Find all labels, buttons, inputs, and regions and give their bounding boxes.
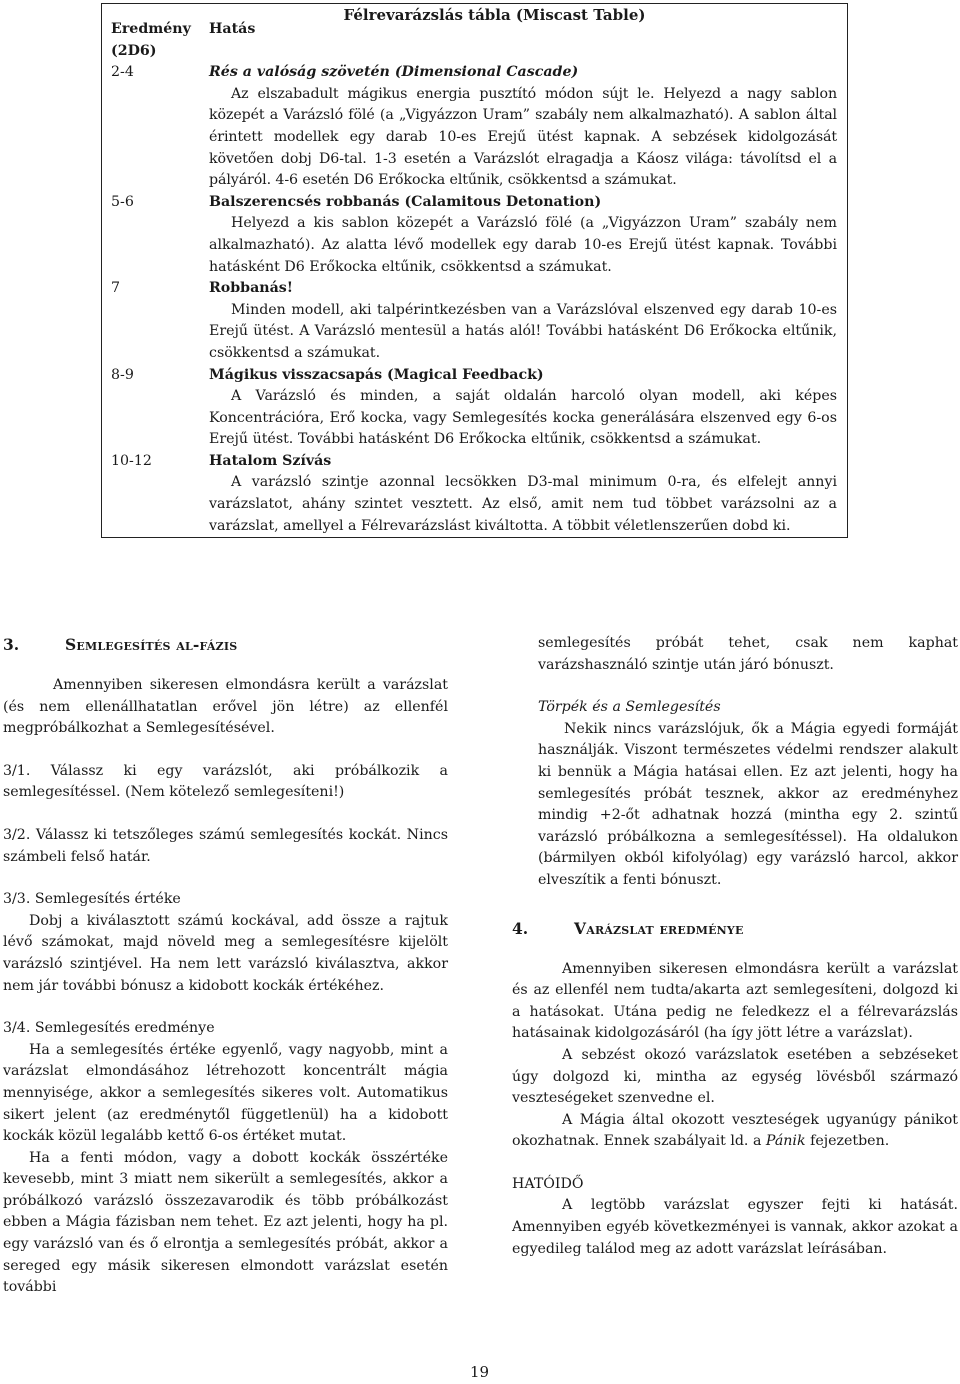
step-3-3-body: Dobj a kiválasztott számú kockával, add össze a rajtuk lévő számokat, majd növeld meg a semlegesítésre kijelölt varázsló szintjével. Ha nem lett varázsló kiválasztva, akkor nem jár további bónusz a kidobott kockák értékéhez. [3, 912, 448, 994]
table-row [102, 365, 847, 451]
row-roll: 7 [111, 280, 121, 297]
header-result: Eredmény (2D6) [111, 21, 191, 59]
continuation-paragraph: semlegesítés próbát tehet, csak nem kaphat varázshasználó szintje után járó bónuszt. [538, 635, 958, 673]
row-title: Hatalom Szívás [209, 452, 332, 469]
row-body: Helyezd a kis sablon közepét a Varázsló fölé (a „Vigyázzon Uram” szabály nem alkalmazható). Az alatta lévő modellek egy darab 10-es Erejű ütést kapnak. További hatásként D6 Erőkocka eltűnik, csökkentsd a számukat. [209, 215, 837, 275]
section-number: 3. [3, 635, 20, 654]
duration-title: HATÓIDŐ [512, 1175, 584, 1192]
step-3-1: 3/1. Válassz ki egy varázslót, aki próbálkozik a semlegesítéssel. (Nem kötelező semlegesíteni!) [3, 762, 448, 801]
section-heading-3 [3, 633, 448, 657]
row-title: Robbanás! [209, 280, 294, 297]
section-number: 4. [512, 918, 529, 938]
section-title: Varázslat eredménye [574, 918, 744, 938]
row-body: A varázsló szintje azonnal lecsökken D3-mal minimum 0-ra, és elfelejt annyi varázslatot, ahány szintet vesztett. Az első, amit nem tud többet varázsolni az a varázslat, amellyel a Félrevarázslást kiváltotta. A többit véletlenszerűen dobd ki. [209, 474, 837, 534]
table-row [102, 451, 847, 537]
row-title: Rés a valóság szövetén (Dimensional Cascade) [209, 64, 579, 81]
row-body: Minden modell, aki talpérintkezésben van a Varázslóval elszenved egy darab 10-es Erejű ütést. A Varázsló mentesül a hatás alól! További hatásként D6 Erőkocka eltűnik, csökkentsd a számukat. [209, 301, 837, 361]
left-column [3, 633, 448, 1299]
row-roll: 5-6 [111, 193, 134, 210]
panic-text: A Mágia által okozott veszteségek ugyanúgy pánikot okozhatnak. Ennek szabályait ld. a [512, 1111, 958, 1150]
header-effect: Hatás [209, 21, 256, 37]
dwarves-title: Törpék és a Semlegesítés [538, 699, 721, 716]
row-roll: 2-4 [111, 64, 134, 81]
row-title: Balszerencsés robbanás (Calamitous Detonation) [209, 193, 602, 210]
page-number: 19 [470, 1363, 490, 1381]
section-title: Semlegesítés al-fázis [65, 635, 238, 654]
table-title: Félrevarázslás tábla (Miscast Table) [343, 6, 646, 24]
panic-link: Pánik [765, 1133, 806, 1150]
dwarves-body: Nekik nincs varázslójuk, ők a Mágia egyedi formáját használják. Viszont természetes védelmi rendszer alakult ki bennük a Mágia hatásai ellen. Ez azt jelenti, hogy ha semlegesítés próbát tesznek, akkor az eredményhez mindig +2-őt adhatnak hozzá (mintha egy 2. szintű varázsló próbálkozna a semlegesítéssel). Ha oldalukon (bármilyen okból kifolyólag) egy varázsló harcol, akkor elveszítik a fenti bónuszt. [538, 720, 958, 888]
panic-text-end: fejezetben. [805, 1133, 890, 1150]
right-column [512, 633, 958, 1260]
step-3-3-title: 3/3. Semlegesítés értéke [3, 891, 181, 908]
row-roll: 10-12 [111, 452, 152, 469]
miscast-table [101, 3, 848, 538]
result-paragraph [512, 1110, 958, 1153]
step-3-4-title: 3/4. Semlegesítés eredménye [3, 1020, 215, 1037]
row-roll: 8-9 [111, 366, 134, 383]
result-paragraph: Amennyiben sikeresen elmondásra került a varázslat és az ellenfél nem tudta/akarta azt semlegesíteni, dolgozd ki a hatásokat. Utána pedig ne feledkezz el a félrevarázslás hatásainak kidolgozásáról (ha így jött létre a varázslat). [512, 960, 958, 1042]
result-paragraph: A sebzést okozó varázslatok esetében a sebzéseket úgy dolgozd ki, mintha az egység lövésből származó veszteségeket szenvedne el. [512, 1046, 958, 1107]
step-3-4-paragraph: Ha a fenti módon, vagy a dobott kockák összértéke kevesebb, mint 3 miatt nem sikerült a semlegesítés, akkor a próbálkozó varázsló összezavarodik és több próbálkozást ebben a Mágia fázisban nem tehet. Ez azt jelenti, hogy ha pl. egy varázsló van és ő elrontja a semlegesítés próbát, akkor a sereged egy másik sikeresen elmondott varázslat esetén további [3, 1149, 448, 1296]
section-heading-4 [512, 917, 958, 941]
row-body: A Varázsló és minden, a saját oldalán harcoló olyan modell, aki képes Koncentrációra, Erő kocka, vagy Semlegesítés kocka generálására elszenved egy 6-os Erejű ütést. További hatásként D6 Erőkocka eltűnik, csökkentsd a számukat. [209, 388, 837, 448]
table-row [102, 278, 847, 364]
intro-paragraph: Amennyiben sikeresen elmondásra került a varázslat (és nem ellenállhatatlan erővel jön létre) az ellenfél megpróbálkozhat a Semlegesítésével. [3, 677, 448, 737]
row-title: Mágikus visszacsapás (Magical Feedback) [209, 366, 544, 383]
table-header-row [102, 19, 847, 62]
row-body: Az elszabadult mágikus energia pusztító módon sújt le. Helyezd a nagy sablon közepét a Varázsló fölé (a „Vigyázzon Uram” szabály nem alkalmazható). A sablon által érintett modellek egy darab 10-es Erejű ütést kapnak. A sebzések kidolgozását követően dobj D6-tal. 1-3 esetén a Varázslót elragadja a Káosz világa: távolítsd el a pályáról. 4-6 esetén D6 Erőkocka eltűnik, csökkentsd a számukat. [209, 85, 837, 189]
step-3-4-paragraph: Ha a semlegesítés értéke egyenlő, vagy nagyobb, mint a varázslat elmondásához létrehozott koncentrált mágia mennyisége, akkor a semlegesítés sikeres volt. Automatikus sikert jelent (az eredménytől függetlenül) ha a kidobott kockák közül legalább kettő 6-os értéket mutat. [3, 1041, 448, 1145]
step-3-2: 3/2. Válassz ki tetszőleges számú semlegesítés kockát. Nincs számbeli felső határ. [3, 826, 448, 865]
table-row [102, 192, 847, 278]
table-row [102, 62, 847, 192]
duration-body: A legtöbb varázslat egyszer fejti ki hatását. Amennyiben egyéb következményei is vannak, akkor azokat a egyedileg találod meg az adott varázslat leírásában. [512, 1197, 958, 1257]
